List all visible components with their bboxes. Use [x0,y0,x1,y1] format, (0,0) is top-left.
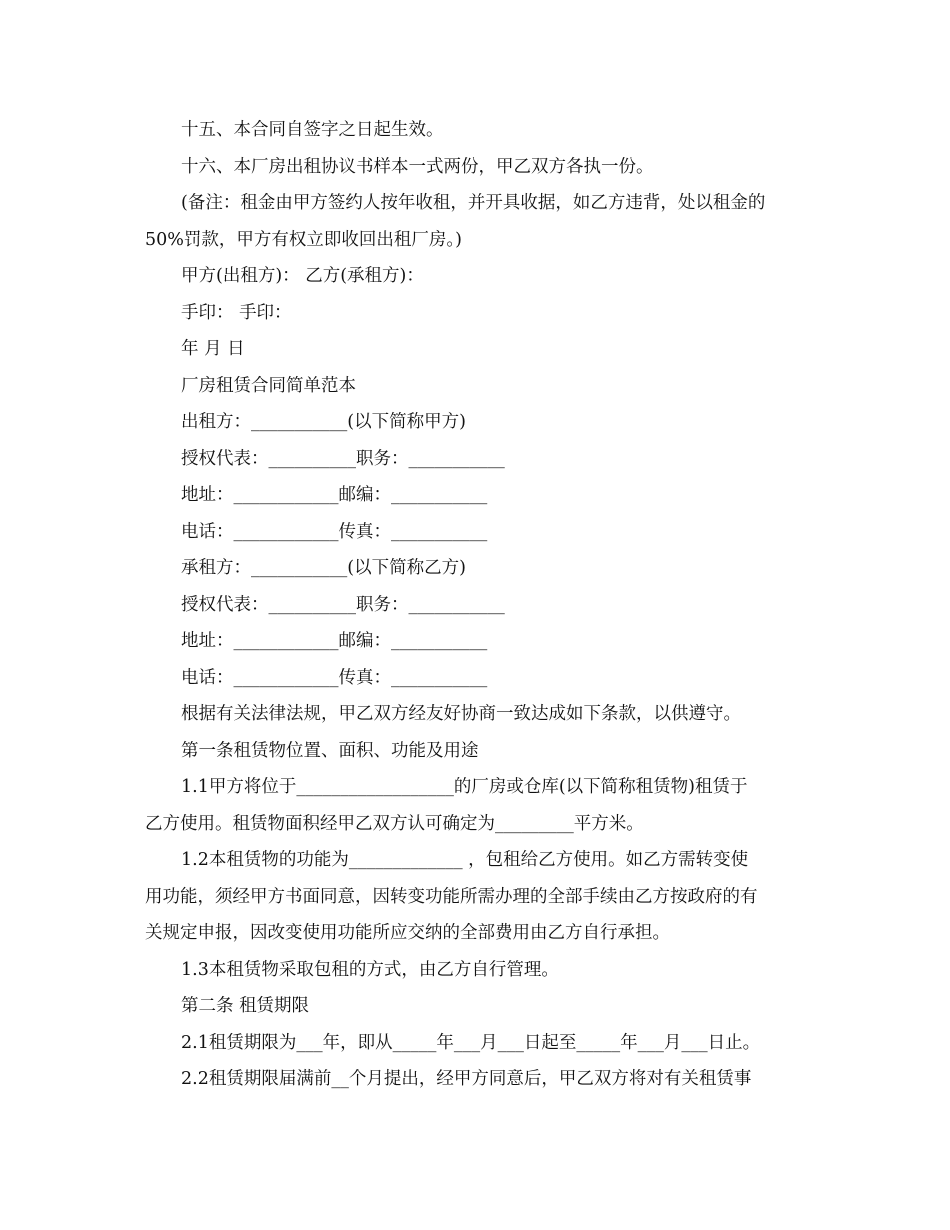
document-body [145,112,810,1098]
clause-2-2-line-1: 2.2租赁期限届满前__个月提出，经甲方同意后，甲乙双方将对有关租赁事 [181,1069,752,1089]
clause-1-1-line-1: 1.1甲方将位于__________________的厂房或仓库(以下简称租赁物)租赁于 [181,777,748,797]
lessor-phone-line: 电话：____________传真：___________ [181,521,488,542]
lessee-address-line: 地址：____________邮编：___________ [181,631,488,651]
preamble: 根据有关法律法规，甲乙双方经友好协商一致达成如下条款，以供遵守。 [181,704,741,724]
clause-1-2-line-2: 用功能，须经甲方书面同意，因转变功能所需办理的全部手续由乙方按政府的有 [145,886,758,907]
clause-15-effective: 十五、本合同自签字之日起生效。 [181,120,444,140]
clause-2-1: 2.1租赁期限为___年，即从_____年___月___日起至_____年___月___日止。 [181,1032,761,1053]
lessor-line: 出租方：___________(以下简称甲方) [181,412,466,432]
clause-1-1-line-2: 乙方使用。租赁物面积经甲乙双方认可确定为_________平方米。 [145,813,644,834]
clause-1-2-line-1: 1.2本租赁物的功能为_____________ ，包租给乙方使用。如乙方需转变使 [181,850,749,870]
lessor-representative-line: 授权代表：__________职务：___________ [181,448,505,469]
article-2-heading: 第二条 租赁期限 [181,996,310,1016]
lessee-line: 承租方：___________(以下简称乙方) [181,558,466,578]
article-1-heading: 第一条租赁物位置、面积、功能及用途 [181,740,479,761]
clause-1-2-line-3: 关规定申报，因改变使用功能所应交纳的全部费用由乙方自行承担。 [145,923,670,943]
remark-line-1: (备注：租金由甲方签约人按年收租，并开具收据，如乙方违背，处以租金的 [181,193,766,213]
clause-1-3: 1.3本租赁物采取包租的方式，由乙方自行管理。 [181,959,559,980]
party-signature-line: 甲方(出租方)： 乙方(承租方)： [181,266,424,286]
lessor-address-line: 地址：____________邮编：___________ [181,485,488,505]
lessee-phone-line: 电话：____________传真：___________ [181,667,488,688]
lessee-representative-line: 授权代表：__________职务：___________ [181,594,505,615]
remark-line-2: 50%罚款，甲方有权立即收回出租厂房。) [145,229,462,250]
clause-16-copies: 十六、本厂房出租协议书样本一式两份，甲乙双方各执一份。 [181,156,654,177]
section-title: 厂房租赁合同简单范本 [181,375,356,396]
date-line: 年 月 日 [181,339,245,359]
fingerprint-line: 手印： 手印： [181,302,292,323]
